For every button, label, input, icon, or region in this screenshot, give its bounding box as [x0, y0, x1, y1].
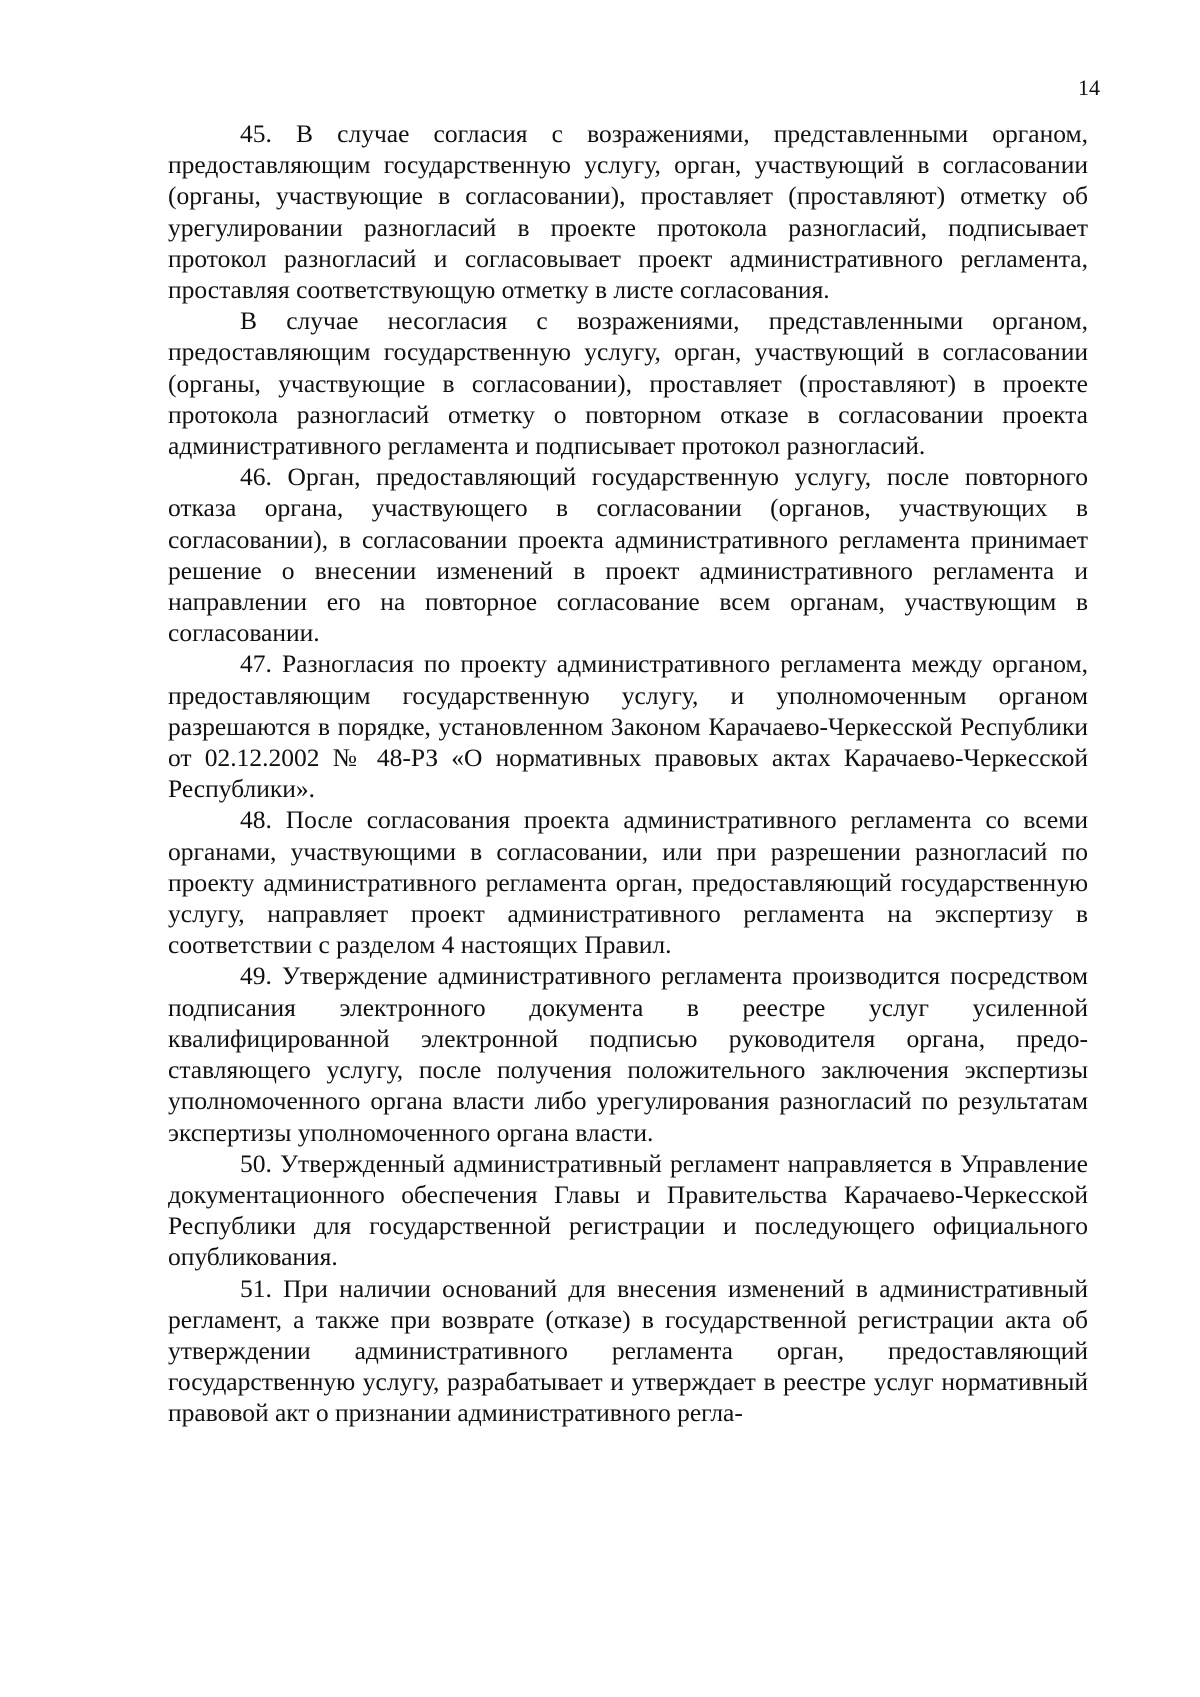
paragraph-47: 47. Разногласия по проекту административного регламента между органом, предоставляющим государственную услугу, и уполномоченным органом разрешаются в порядке, установленном Законом Карачаево-Черкесской Республики от 02.12.2002 № 48-РЗ «О нормативных правовых актах Карачаево-Черкесской Республики».: [168, 649, 1088, 804]
paragraph-51: 51. При наличии оснований для внесения изменений в административный регламент, а также при возврате (отказе) в государственной регистрации акта об утверждении административного регламента орган, предоставляющий государственную услугу, разрабатывает и утверждает в реестре услуг нормативный правовой акт о признании административного регла-: [168, 1273, 1088, 1428]
paragraph-46: 46. Орган, предоставляющий государственную услугу, после повторного отказа органа, участвующего в согласовании (органов, участвующих в согласовании), в согласовании проекта административного регламента принимает решение о внесении изменений в проект административного регламента и направлении его на повторное согласование всем органам, участвующим в согласовании.: [168, 462, 1088, 648]
document-body: [168, 118, 1088, 1429]
paragraph-48: 48. После согласования проекта административного регламента со всеми органами, участвующими в согласовании, или при разрешении разногласий по проекту административного регламента орган, предоставляющий государственную услугу, направляет проект административного регламента на экспертизу в соответствии с разделом 4 настоящих Правил.: [168, 805, 1088, 960]
page-number: 14: [1078, 75, 1100, 100]
paragraph-45-disagreement: В случае несогласия с возражениями, представленными органом, предоставляющим государственную услугу, орган, участвующий в согласовании (органы, участвующие в согласовании), проставляет (проставляют) в проекте протокола разногласий отметку о повторном отказе в согласовании проекта административного регламента и подписывает протокол разногласий.: [168, 306, 1088, 461]
paragraph-45: 45. В случае согласия с возражениями, представленными органом, предоставляющим государственную услугу, орган, участвующий в согласовании (органы, участвующие в согласовании), проставляет (проставляют) отметку об урегулировании разногласий в проекте протокола разногласий, подписывает протокол разногласий и согласовывает проект административного регламента, проставляя соответствующую отметку в листе согласования.: [168, 119, 1088, 305]
paragraph-49: 49. Утверждение административного регламента производится посредством подписания электронного документа в реестре услуг усиленной квалифицированной электронной подписью руководителя органа, предоставляющего услугу, после получения положительного заключения экспертизы уполномоченного органа власти либо урегулирования разногласий по результатам экспертизы уполномоченного органа власти.: [168, 961, 1088, 1147]
paragraph-50: 50. Утвержденный административный регламент направляется в Управление документационного обеспечения Главы и Правительства Карачаево-Черкесской Республики для государственной регистрации и последующего официального опубликования.: [168, 1148, 1088, 1272]
